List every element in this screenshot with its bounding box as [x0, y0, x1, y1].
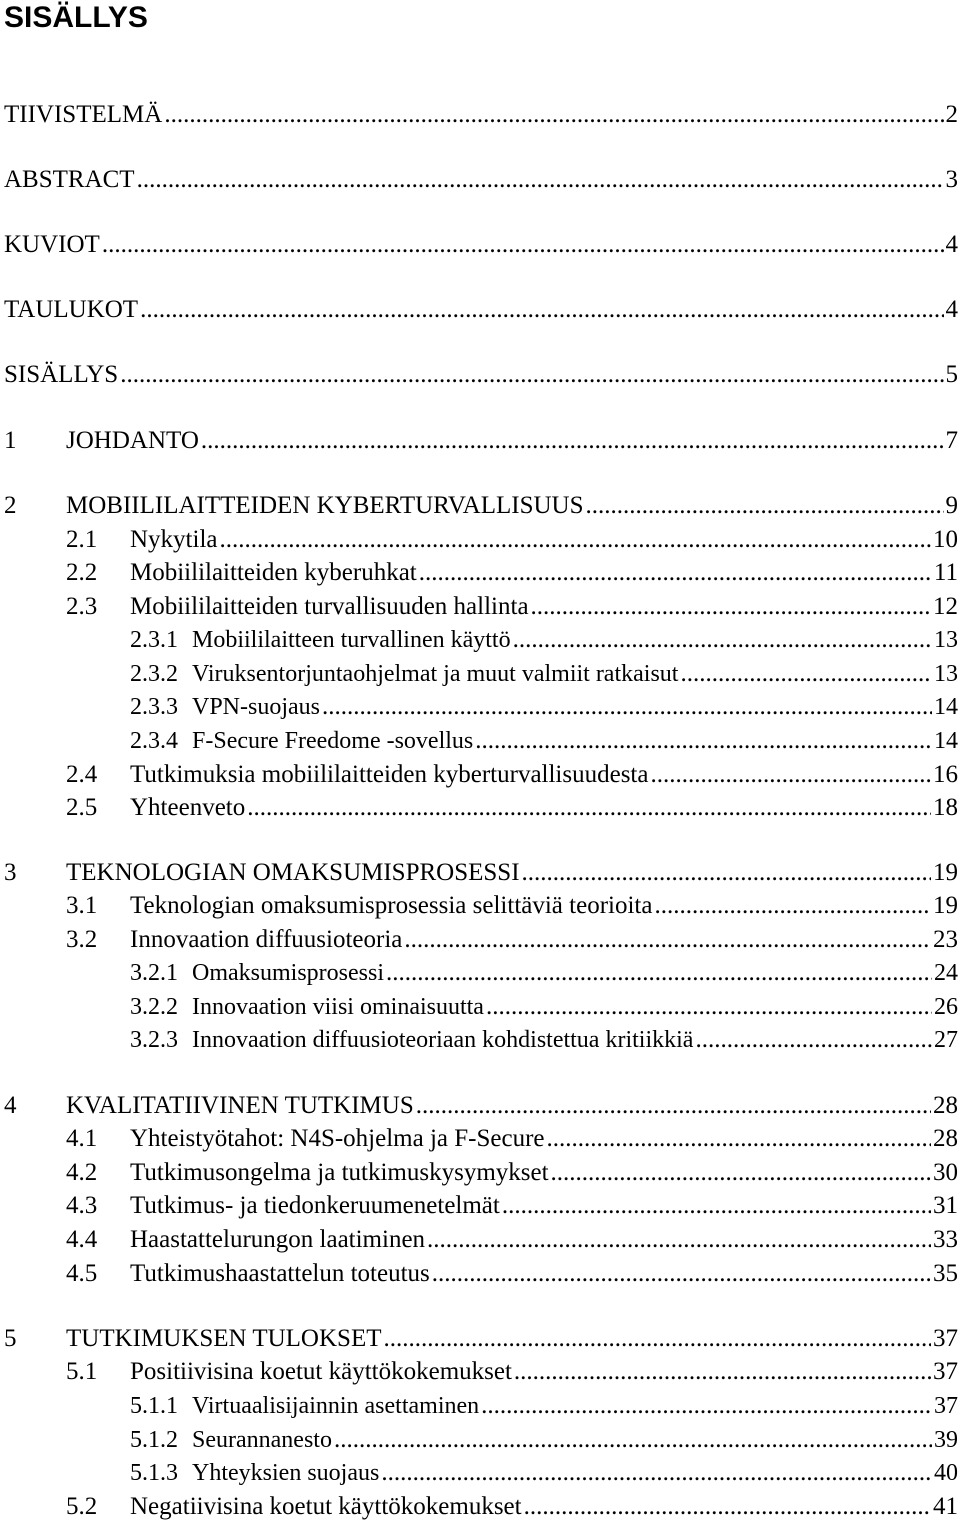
- toc-entry-page-number: 23: [933, 926, 958, 953]
- toc-entry[interactable]: [130, 1389, 958, 1423]
- toc-entry[interactable]: [130, 690, 958, 724]
- toc-entry[interactable]: [4, 228, 958, 262]
- toc-entry-title: ABSTRACT: [4, 166, 135, 193]
- toc-entry[interactable]: [4, 98, 958, 132]
- toc-entry-page-number: 19: [933, 859, 958, 886]
- dot-leader: [322, 690, 932, 724]
- toc-entry-number: 2.5: [66, 794, 98, 821]
- dot-leader: [654, 889, 931, 923]
- toc-entry[interactable]: [66, 1355, 958, 1389]
- toc-entry-number: 2.1: [66, 526, 98, 553]
- toc-entry-title: Positiivisina koetut käyttökokemukset: [130, 1358, 512, 1385]
- toc-entry[interactable]: [66, 758, 958, 792]
- toc-entry-title: Virtuaalisijainnin asettaminen: [192, 1393, 480, 1419]
- toc-entry-title: Yhteyksien suojaus: [192, 1460, 380, 1486]
- toc-entry[interactable]: [130, 956, 958, 990]
- toc-entry-page-number: 18: [933, 794, 958, 821]
- toc-entry-page-number: 16: [933, 761, 958, 788]
- dot-leader: [650, 758, 931, 792]
- toc-entry-title: TEKNOLOGIAN OMAKSUMISPROSESSI: [66, 859, 520, 886]
- toc-entry[interactable]: [66, 1257, 958, 1291]
- toc-entry-page-number: 35: [933, 1260, 958, 1287]
- toc-entry-title: Yhteistyötahot: N4S-ohjelma ja F-Secure: [130, 1125, 545, 1152]
- toc-entry-number: 2.3.3: [130, 694, 178, 720]
- toc-entry-title: Mobiililaitteiden kyberuhkat: [130, 559, 417, 586]
- toc-entry[interactable]: [130, 990, 958, 1024]
- toc-entry-title: Yhteenveto: [130, 794, 246, 821]
- dot-leader: [404, 923, 931, 957]
- toc-entry[interactable]: [4, 358, 958, 392]
- toc-entry-number: 3: [4, 859, 17, 886]
- toc-entry-page-number: 14: [934, 694, 958, 720]
- toc-entry-title: VPN-suojaus: [192, 694, 321, 720]
- toc-entry-number: 2.3.2: [130, 661, 178, 687]
- dot-leader: [513, 623, 932, 657]
- toc-entry-number: 4: [4, 1092, 17, 1119]
- dot-leader: [381, 1456, 932, 1490]
- toc-entry[interactable]: [66, 590, 958, 624]
- toc-entry-title: Tutkimus- ja tiedonkeruumenetelmät: [130, 1192, 500, 1219]
- toc-entry-page-number: 13: [934, 661, 958, 687]
- toc-entry[interactable]: [66, 791, 958, 825]
- dot-leader: [164, 98, 943, 132]
- toc-entry[interactable]: [66, 556, 958, 590]
- toc-entry-number: 2.2: [66, 559, 98, 586]
- toc-entry[interactable]: [130, 623, 958, 657]
- toc-entry-page-number: 9: [945, 492, 958, 519]
- toc-entry-page-number: 24: [934, 960, 958, 986]
- toc-entry-page-number: 39: [934, 1427, 958, 1453]
- dot-leader: [586, 489, 944, 523]
- toc-entry-title: TAULUKOT: [4, 296, 139, 323]
- dot-leader: [427, 1223, 931, 1257]
- toc-entry-title: Omaksumisprosessi: [192, 960, 384, 986]
- toc-entry-number: 5.1.3: [130, 1460, 178, 1486]
- toc-entry-number: 4.1: [66, 1125, 98, 1152]
- toc-entry-number: 2.4: [66, 761, 98, 788]
- dot-leader: [386, 956, 932, 990]
- toc-entry[interactable]: [4, 1322, 958, 1356]
- toc-entry-page-number: 30: [933, 1159, 958, 1186]
- dot-leader: [416, 1089, 931, 1123]
- toc-entry[interactable]: [66, 923, 958, 957]
- dot-leader: [220, 523, 932, 557]
- toc-entry-page-number: 14: [934, 728, 958, 754]
- toc-entry-title: MOBIILILAITTEIDEN KYBERTURVALLISUUS: [66, 492, 584, 519]
- dot-leader: [680, 657, 932, 691]
- dot-leader: [201, 424, 944, 458]
- dot-leader: [334, 1423, 932, 1457]
- toc-entry-title: Mobiililaitteen turvallinen käyttö: [192, 627, 511, 653]
- toc-entry-page-number: 19: [933, 892, 958, 919]
- toc-entry-page-number: 27: [934, 1027, 958, 1053]
- toc-entry-title: Mobiililaitteiden turvallisuuden hallinta: [130, 593, 529, 620]
- toc-entry-number: 5: [4, 1325, 17, 1352]
- toc-entry-page-number: 37: [933, 1325, 958, 1352]
- toc-entry-number: 2.3.1: [130, 627, 178, 653]
- toc-entry-page-number: 31: [933, 1192, 958, 1219]
- dot-leader: [432, 1257, 931, 1291]
- toc-entry-number: 4.4: [66, 1226, 98, 1253]
- toc-entry-page-number: 12: [933, 593, 958, 620]
- toc-entry-title: KVALITATIIVINEN TUTKIMUS: [66, 1092, 414, 1119]
- toc-entry-number: 2.3.4: [130, 728, 178, 754]
- toc-entry-title: F-Secure Freedome -sovellus: [192, 728, 474, 754]
- dot-leader: [384, 1322, 932, 1356]
- dot-leader: [140, 293, 943, 327]
- toc-entry-page-number: 26: [934, 994, 958, 1020]
- dot-leader: [695, 1023, 932, 1057]
- dot-leader: [120, 358, 943, 392]
- dot-leader: [502, 1189, 931, 1223]
- toc-entry-title: JOHDANTO: [66, 427, 199, 454]
- toc-entry-number: 2: [4, 492, 17, 519]
- toc-entry-title: Teknologian omaksumisprosessia selittäviä teorioita: [130, 892, 653, 919]
- dot-leader: [551, 1156, 931, 1190]
- dot-leader: [419, 556, 932, 590]
- dot-leader: [524, 1490, 931, 1524]
- toc-entry-number: 3.2.2: [130, 994, 178, 1020]
- toc-entry-title: Tutkimusongelma ja tutkimuskysymykset: [130, 1159, 549, 1186]
- toc-entry[interactable]: [4, 856, 958, 890]
- toc-entry-title: TIIVISTELMÄ: [4, 101, 163, 128]
- toc-entry-title: Tutkimuksia mobiililaitteiden kyberturvallisuudesta: [130, 761, 649, 788]
- toc-entry-page-number: 7: [945, 427, 958, 454]
- toc-entry[interactable]: [66, 1156, 958, 1190]
- toc-entry-number: 4.3: [66, 1192, 98, 1219]
- page-title: SISÄLLYS: [4, 1, 148, 34]
- toc-entry-number: 3.2: [66, 926, 98, 953]
- toc-entry-page-number: 11: [933, 559, 958, 586]
- toc-entry-page-number: 3: [945, 166, 958, 193]
- toc-entry-number: 5.1: [66, 1358, 98, 1385]
- toc-entry[interactable]: [66, 1189, 958, 1223]
- toc-entry-title: Viruksentorjuntaohjelmat ja muut valmiit ratkaisut: [192, 661, 679, 687]
- toc-entry[interactable]: [130, 1456, 958, 1490]
- toc-entry[interactable]: [130, 724, 958, 758]
- toc-entry[interactable]: [130, 1423, 958, 1457]
- toc-entry-title: KUVIOT: [4, 231, 100, 258]
- toc-entry[interactable]: [4, 163, 958, 197]
- toc-entry-title: Nykytila: [130, 526, 218, 553]
- toc-entry-number: 4.5: [66, 1260, 98, 1287]
- toc-entry-page-number: 28: [933, 1125, 958, 1152]
- toc-entry[interactable]: [4, 489, 958, 523]
- dot-leader: [137, 163, 944, 197]
- toc-entry-page-number: 33: [933, 1226, 958, 1253]
- toc-entry-number: 5.2: [66, 1493, 98, 1520]
- dot-leader: [481, 1389, 932, 1423]
- toc-entry-number: 4.2: [66, 1159, 98, 1186]
- dot-leader: [486, 990, 932, 1024]
- dot-leader: [475, 724, 932, 758]
- dot-leader: [514, 1355, 931, 1389]
- toc-entry-page-number: 4: [945, 231, 958, 258]
- toc-entry-number: 3.2.1: [130, 960, 178, 986]
- toc-entry[interactable]: [4, 293, 958, 327]
- toc-entry-page-number: 2: [945, 101, 958, 128]
- toc-entry-title: Seurannanesto: [192, 1427, 332, 1453]
- toc-entry[interactable]: [66, 1490, 958, 1524]
- toc-entry-title: TUTKIMUKSEN TULOKSET: [66, 1325, 382, 1352]
- toc-entry-title: Haastattelurungon laatiminen: [130, 1226, 426, 1253]
- toc-entry[interactable]: [4, 1089, 958, 1123]
- dot-leader: [547, 1122, 931, 1156]
- toc-entry-number: 5.1.2: [130, 1427, 178, 1453]
- toc-entry[interactable]: [66, 1223, 958, 1257]
- toc-entry-page-number: 5: [945, 361, 958, 388]
- dot-leader: [531, 590, 931, 624]
- dot-leader: [102, 228, 944, 262]
- toc-entry-title: Innovaation diffuusioteoria: [130, 926, 403, 953]
- toc-entry-title: Tutkimushaastattelun toteutus: [130, 1260, 430, 1287]
- toc-entry[interactable]: [66, 889, 958, 923]
- toc-entry[interactable]: [130, 1023, 958, 1057]
- toc-entry-page-number: 37: [933, 1358, 958, 1385]
- toc-entry-page-number: 28: [933, 1092, 958, 1119]
- toc-entry-page-number: 37: [934, 1393, 958, 1419]
- toc-entry-page-number: 4: [945, 296, 958, 323]
- toc-entry[interactable]: [66, 523, 958, 557]
- toc-entry-title: Innovaation diffuusioteoriaan kohdistettua kritiikkiä: [192, 1027, 694, 1053]
- dot-leader: [247, 791, 931, 825]
- toc-entry-title: SISÄLLYS: [4, 361, 119, 388]
- toc-entry-title: Negatiivisina koetut käyttökokemukset: [130, 1493, 522, 1520]
- toc-entry-page-number: 41: [933, 1493, 958, 1520]
- toc-entry-number: 2.3: [66, 593, 98, 620]
- toc-entry-page-number: 40: [934, 1460, 958, 1486]
- toc-entry-number: 5.1.1: [130, 1393, 178, 1419]
- toc-entry-page-number: 13: [934, 627, 958, 653]
- toc-entry-number: 3.1: [66, 892, 98, 919]
- toc-entry-number: 3.2.3: [130, 1027, 178, 1053]
- toc-entry[interactable]: [66, 1122, 958, 1156]
- toc-entry-title: Innovaation viisi ominaisuutta: [192, 994, 484, 1020]
- toc-entry-page-number: 10: [933, 526, 958, 553]
- toc-entry[interactable]: [4, 424, 958, 458]
- toc-entry-number: 1: [4, 427, 17, 454]
- toc-entry[interactable]: [130, 657, 958, 691]
- dot-leader: [522, 856, 931, 890]
